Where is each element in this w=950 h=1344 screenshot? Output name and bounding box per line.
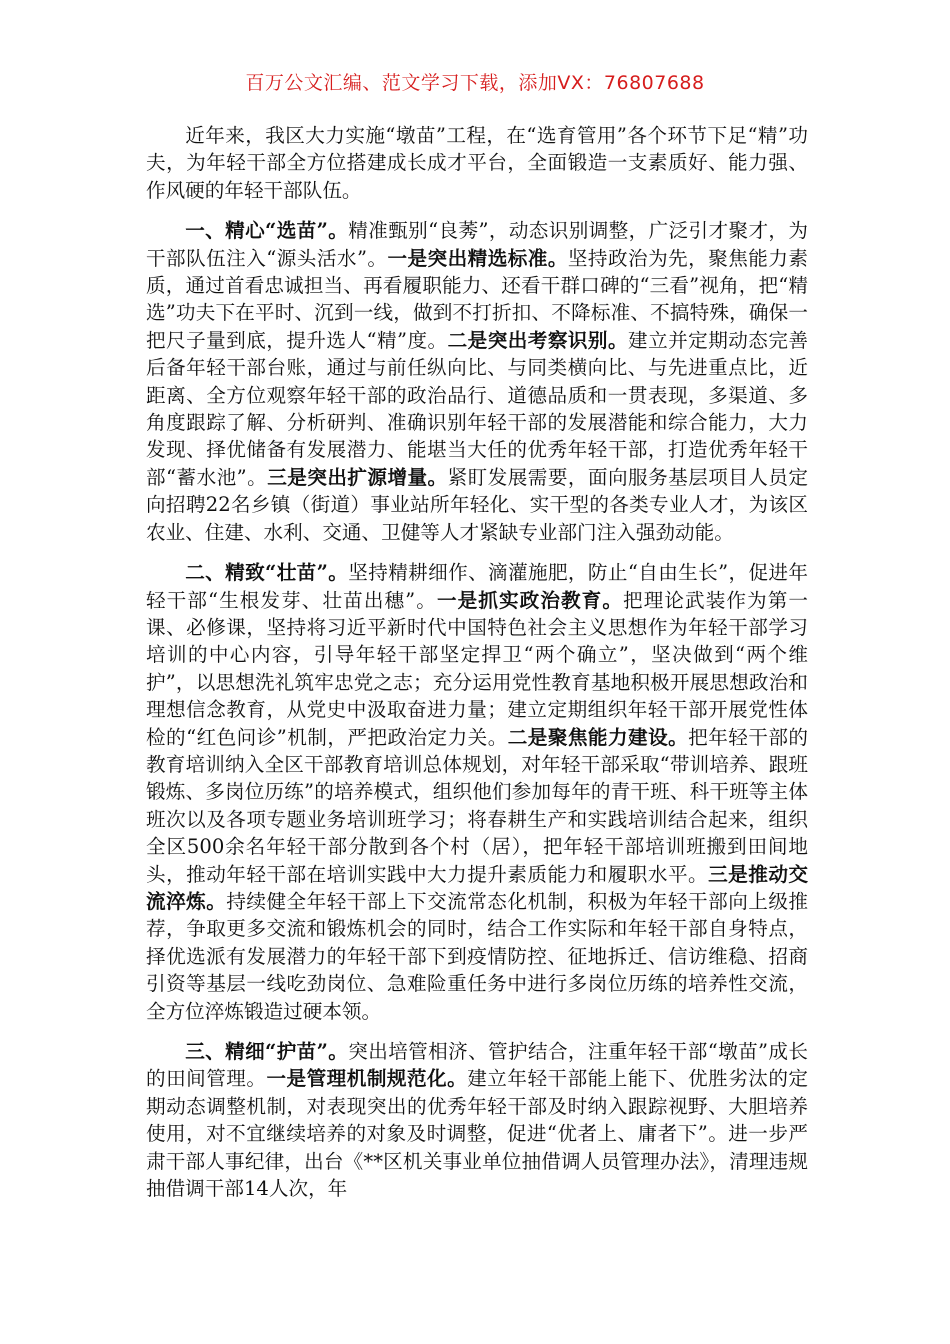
section-1-paragraph	[146, 217, 808, 546]
section-3-intro: 突出培管相济、管护结合，注重年轻干部“墩苗”成长的田间管理。	[146, 1040, 808, 1091]
section-1-heading: 一、精心“选苗”。	[185, 219, 349, 243]
section-1-point-1-text: 坚持政治为先，聚焦能力素质，通过首看忠诚担当、再看履职能力、还看干群口碑的“三看”视角，把“精选”功夫下在平时、沉到一线，做到不打折扣、不降标准、不搞特殊，确保一把尺子量到底，提升选人“精”度。	[146, 246, 808, 352]
section-2-point-2-text: 把年轻干部的教育培训纳入全区干部教育培训总体规划，对年轻干部采取“带训培养、跟班锻炼、多岗位历练”的培养模式，组织他们参加每年的青干班、科干班等主体班次以及各项专题业务培训班学习；将春耕生产和实践培训结合起来，组织全区500余名年轻干部分散到各个村（居），把年轻干部培训班搬到田间地头，推动年轻干部在培训实践中大力提升素质能力和履职水平。	[146, 725, 808, 886]
watermark-banner: 百万公文汇编、范文学习下载，添加VX：76807688	[245, 72, 705, 94]
section-1-point-3-label: 三是突出扩源增量。	[267, 465, 448, 489]
section-3-point-1-text: 建立年轻干部能上能下、优胜劣汰的定期动态调整机制，对表现突出的优秀年轻干部及时纳入跟踪视野、大胆培养使用，对不宜继续培养的对象及时调整，促进“优者上、庸者下”。进一步严肃干部人事纪律，出台《**区机关事业单位抽借调人员管理办法》，清理违规抽借调干部14人次，年	[146, 1067, 809, 1201]
section-2-paragraph	[146, 559, 808, 1025]
section-2-point-1-label: 一是抓实政治教育。	[436, 588, 624, 612]
section-3-point-1-label: 一是管理机制规范化。	[266, 1067, 468, 1091]
section-1-intro: 精准甄别“良莠”，动态识别调整，广泛引才聚才，为干部队伍注入“源头活水”。	[146, 219, 808, 270]
section-2-point-3-label: 三是推动交流淬炼。	[146, 862, 809, 913]
section-2-intro: 坚持精耕细作、滴灌施肥，防止“自由生长”，促进年轻干部“生根发芽、壮苗出穗”。	[146, 561, 808, 612]
section-1-point-1-label: 一是突出精选标准。	[387, 246, 568, 270]
section-3-heading: 三、精细“护苗”。	[185, 1040, 349, 1063]
intro-paragraph: 近年来，我区大力实施“墩苗”工程，在“选育管用”各个环节下足“精”功夫，为年轻干部全方位搭建成长成才平台，全面锻造一支素质好、能力强、作风硬的年轻干部队伍。	[146, 124, 808, 202]
section-2-point-3-text: 持续健全年轻干部上下交流常态化机制，积极为年轻干部向上级推荐，争取更多交流和锻炼机会的同时，结合工作实际和年轻干部自身特点，择优选派有发展潜力的年轻干部下到疫情防控、征地拆迁、信访维稳、招商引资等基层一线吃劲岗位、急难险重任务中进行多岗位历练的培养性交流，全方位淬炼锻造过硬本领。	[146, 889, 809, 1023]
section-2-point-1-text: 把理论武装作为第一课、必修课，坚持将习近平新时代中国特色社会主义思想作为年轻干部学习培训的中心内容，引导年轻干部坚定捍卫“两个确立”，坚决做到“两个维护”，以思想洗礼筑牢忠党之志；充分运用党性教育基地积极开展思想政治和理想信念教育，从党史中汲取奋进力量；建立定期组织年轻干部开展党性体检的“红色问诊”机制，严把政治定力关。	[146, 588, 808, 749]
section-2-heading: 二、精致“壮苗”。	[185, 561, 349, 585]
section-1-point-2-label: 二是突出考察识别。	[447, 328, 629, 352]
document-body	[146, 122, 808, 1202]
section-3-paragraph	[146, 1038, 808, 1202]
section-2-point-2-label: 二是聚焦能力建设。	[507, 725, 689, 749]
section-1-point-2-text: 建立并定期动态完善后备年轻干部台账，通过与前任纵向比、与同类横向比、与先进重点比，近距离、全方位观察年轻干部的政治品行、道德品质和一贯表现，多渠道、多角度跟踪了解、分析研判、准确识别年轻干部的发展潜能和综合能力，大力发现、择优储备有发展潜力、能堪当大任的优秀年轻干部，打造优秀年轻干部“蓄水池”。	[146, 328, 808, 489]
section-1-point-3-text: 紧盯发展需要，面向服务基层项目人员定向招聘22名乡镇（街道）事业站所年轻化、实干型的各类专业人才，为该区农业、住建、水利、交通、卫健等人才紧缺专业部门注入强劲动能。	[146, 465, 808, 544]
